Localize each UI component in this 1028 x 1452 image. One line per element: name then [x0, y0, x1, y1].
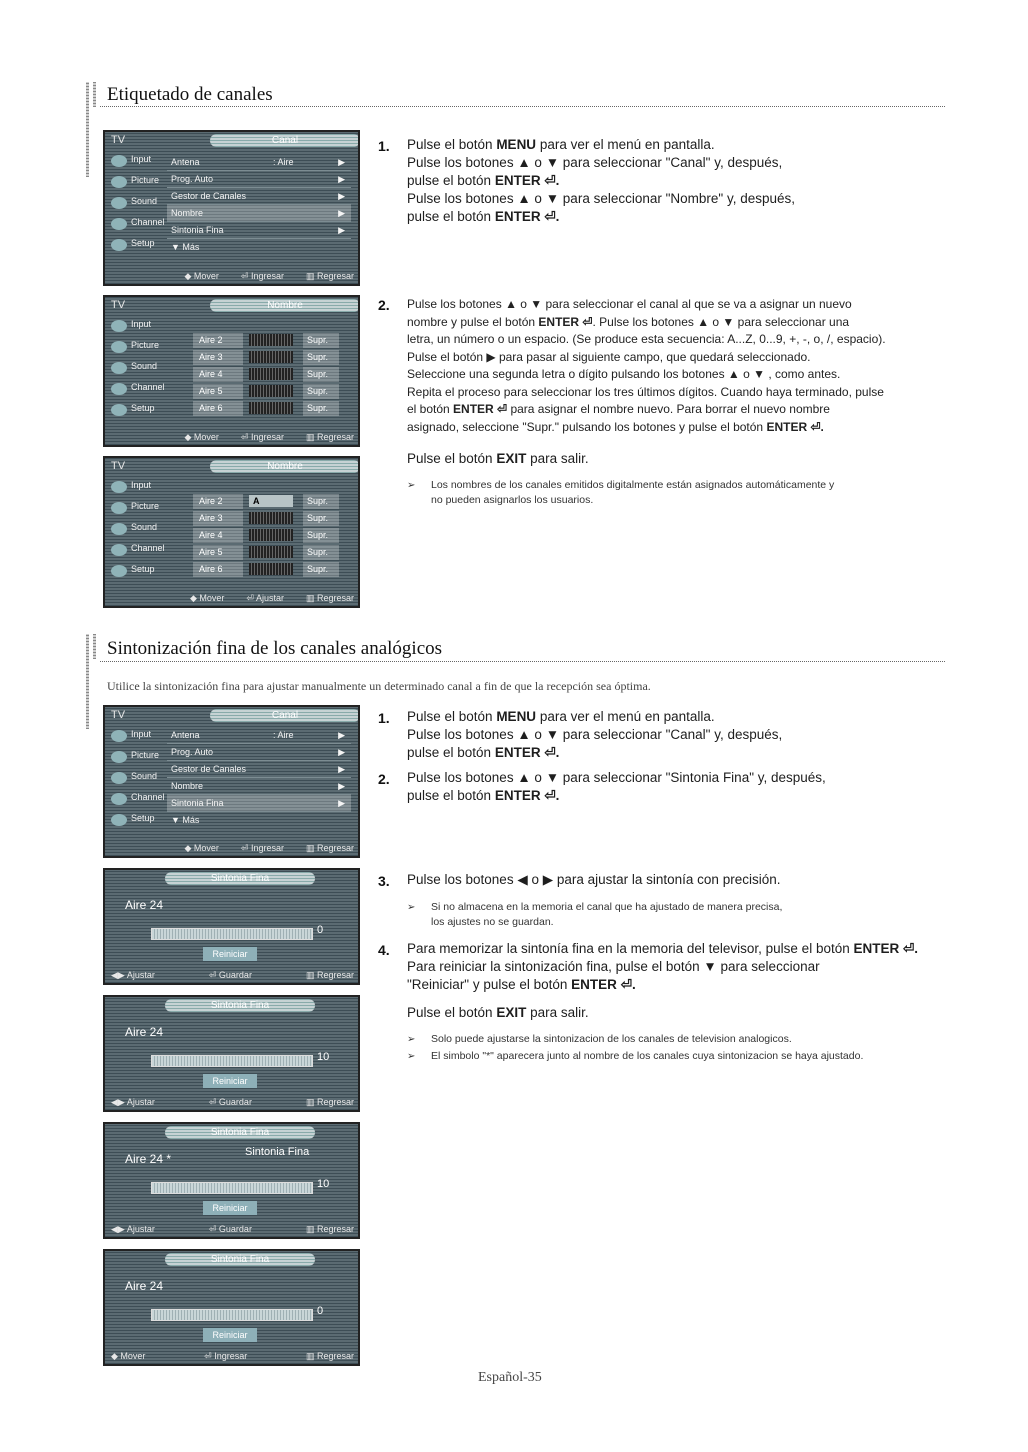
- step-3-text: Pulse los botones ◀ o ▶ para ajustar la sintonía con precisión.: [407, 872, 781, 887]
- fine-tuned-tag: Sintonia Fina: [245, 1146, 310, 1158]
- tv-screen-nombre-edit: [103, 456, 360, 608]
- side-item-input: Input: [109, 478, 159, 499]
- menu-item-selected: Nombre ▶: [167, 205, 351, 222]
- side-menu: [109, 727, 165, 832]
- tuning-bar: [151, 928, 313, 940]
- step-number: 3.: [378, 873, 390, 889]
- side-item-input: Input: [109, 152, 159, 173]
- step-1-text: Pulse el botón MENU para ver el menú en pantalla. Pulse los botones ▲ o ▼ para seleccionar "Canal" y, después, pulse el botón ENTER ⏎. Pulse los botones ▲ o ▼ para seleccionar "Nombre" y, después, pulse el botón ENTER ⏎.: [407, 137, 795, 224]
- tuning-bar: [151, 1182, 313, 1194]
- step-number: 1.: [378, 710, 390, 726]
- menu-item: Sintonia Fina ▶: [167, 222, 351, 239]
- menu-title: Canal: [210, 134, 360, 147]
- osd-footer: ◆ Mover ⏎ Ingresar ▥ Regresar: [184, 271, 354, 281]
- note: ➢ El simbolo "*" aparecera junto al nombre de los canales cuya sintonizacion se haya ajustado.: [407, 1050, 864, 1062]
- side-item-sound: Sound: [109, 194, 159, 215]
- side-menu: [109, 152, 165, 257]
- divider: [100, 661, 945, 662]
- section-marker: [93, 634, 96, 659]
- step-number: 2.: [378, 771, 390, 787]
- canal-menu-list: [167, 154, 351, 255]
- menu-item: ▼ Más: [171, 242, 200, 252]
- name-row: Aire 5 Supr.: [193, 545, 360, 560]
- section-marker: [86, 634, 89, 729]
- channel-label: Aire 24 *: [125, 1152, 172, 1166]
- step-number: 4.: [378, 942, 390, 958]
- menu-item: Prog. Auto ▶: [167, 744, 351, 761]
- menu-title: Sintonia Fina: [165, 1126, 315, 1139]
- tv-screen-sintonia-fina: [103, 1249, 360, 1366]
- tv-label: TV: [111, 299, 126, 311]
- tv-label: TV: [111, 134, 126, 146]
- side-item-sound: Sound: [109, 359, 159, 380]
- section-intro: Utilice la sintonización fina para ajustar manualmente un determinado canal a fin de que la recepción sea óptima.: [107, 679, 651, 693]
- osd-footer: ◆ Mover ⏎ Ajustar ▥ Regresar: [189, 593, 354, 603]
- tv-screen-canal-menu: [103, 130, 360, 286]
- menu-title: Nombre: [210, 460, 360, 473]
- tuning-value: 10: [317, 1178, 330, 1190]
- name-row: Aire 4 Supr.: [193, 528, 360, 543]
- channel-label: Aire 24: [125, 1025, 164, 1039]
- step-number: 1.: [378, 138, 390, 154]
- divider: [100, 106, 945, 107]
- page-number: Español-35: [478, 1370, 542, 1385]
- tuning-value: 0: [317, 924, 324, 936]
- name-row: Aire 4 Supr.: [193, 367, 360, 382]
- canal-menu-list: [167, 727, 351, 828]
- osd-footer: ◆ Mover ⏎ Ingresar ▥ Regresar: [184, 432, 354, 442]
- tuning-bar: [151, 1309, 313, 1321]
- step-number: 2.: [378, 297, 390, 313]
- channel-label: Aire 24: [125, 1279, 164, 1293]
- note-arrow-icon: ➢: [407, 902, 416, 913]
- name-row: Aire 5 Supr.: [193, 384, 360, 399]
- menu-item: Antena : Aire ▶: [167, 154, 351, 171]
- side-item-setup: Setup: [109, 811, 159, 832]
- name-row: Aire 2 Supr.: [193, 333, 360, 348]
- menu-item: ▼ Más: [171, 815, 200, 825]
- side-item-channel: Channel: [109, 790, 159, 811]
- menu-title: Sintonia Fina: [165, 872, 315, 885]
- section-title: Sintonización fina de los canales analógicos: [107, 638, 443, 659]
- tv-screen-nombre: [103, 295, 360, 447]
- note-arrow-icon: ➢: [407, 1051, 416, 1062]
- side-item-picture: Picture: [109, 338, 159, 359]
- side-item-input: Input: [109, 727, 159, 748]
- osd-footer: ◆ Mover ⏎ Ingresar ▥ Regresar: [184, 843, 354, 853]
- note-arrow-icon: ➢: [407, 1034, 416, 1045]
- note-arrow-icon: ➢: [407, 480, 416, 491]
- name-row: Aire 3 Supr.: [193, 511, 360, 526]
- side-item-setup: Setup: [109, 562, 159, 583]
- menu-title: Canal: [210, 709, 360, 722]
- step-2-text: Pulse los botones ▲ o ▼ para seleccionar el canal al que se va a asignar un nuevo nombre y pulse el botón ENTER ⏎. Pulse los botones ▲ o ▼ para seleccionar una letra, un número o un espacio. (Se produce esta secuencia: A...Z, 0...9, +, -, o, /, espacio). Pulse el botón ▶ para pasar al siguiente campo, que quedará seleccionado. Seleccione una segunda letra o dígito pulsando los botones ▲ o ▼ , como antes. Repita el proceso para seleccionar los tres últimos dígitos. Cuando haya terminado, pulse el botón ENTER ⏎ para asignar el nombre nuevo. Para borrar el nuevo nombre asignado, seleccione "Supr." pulsando los botones y pulse el botón ENTER ⏎.: [407, 297, 886, 434]
- name-row: Aire 6 Supr.: [193, 401, 360, 416]
- tv-label: TV: [111, 709, 126, 721]
- tv-screen-canal-menu: [103, 705, 360, 858]
- side-item-setup: Setup: [109, 401, 159, 422]
- note: ➢ Solo puede ajustarse la sintonizacion de los canales de television analogicos.: [407, 1033, 792, 1045]
- side-menu: [109, 317, 165, 422]
- menu-title: Nombre: [210, 299, 360, 312]
- menu-title: Sintonia Fina: [165, 1253, 315, 1266]
- channel-label: Aire 24: [125, 898, 164, 912]
- menu-item: Antena : Aire ▶: [167, 727, 351, 744]
- reset-button: Reiniciar: [203, 1201, 257, 1215]
- section-title: Etiquetado de canales: [107, 84, 273, 105]
- tuning-value: 10: [317, 1051, 330, 1063]
- menu-item: Prog. Auto ▶: [167, 171, 351, 188]
- side-item-channel: Channel: [109, 541, 159, 562]
- tv-screen-sintonia-fina: [103, 868, 360, 985]
- exit-instruction: Pulse el botón EXIT para salir.: [407, 1005, 589, 1020]
- name-row-editing: Aire 2 A Supr.: [193, 494, 360, 509]
- exit-instruction: Pulse el botón EXIT para salir.: [407, 451, 589, 466]
- reset-button: Reiniciar: [203, 1074, 257, 1088]
- step-1-text: Pulse el botón MENU para ver el menú en pantalla. Pulse los botones ▲ o ▼ para seleccionar "Canal" y, después, pulse el botón ENTER ⏎.: [407, 709, 783, 760]
- note: ➢ Si no almacena en la memoria el canal que ha ajustado de manera precisa, los ajustes no se guardan.: [407, 901, 783, 928]
- osd-footer: ◆ Mover ⏎ Ingresar ▥ Regresar: [111, 1351, 354, 1361]
- side-item-picture: Picture: [109, 173, 159, 194]
- tv-label: TV: [111, 460, 126, 472]
- tuning-bar: [151, 1055, 313, 1067]
- side-item-picture: Picture: [109, 499, 159, 520]
- menu-item: Nombre ▶: [167, 778, 351, 795]
- section-marker: [93, 82, 96, 107]
- side-item-channel: Channel: [109, 215, 159, 236]
- side-item-sound: Sound: [109, 769, 159, 790]
- tv-screen-sintonia-fina: [103, 1122, 360, 1239]
- osd-footer: ◀▶ Ajustar ⏎ Guardar ▥ Regresar: [111, 1224, 354, 1234]
- menu-item-selected: Sintonia Fina ▶: [167, 795, 351, 812]
- step-2-text: Pulse los botones ▲ o ▼ para seleccionar "Sintonia Fina" y, después, pulse el botón ENTER ⏎.: [407, 770, 826, 803]
- tv-screen-sintonia-fina: [103, 995, 360, 1112]
- reset-button: Reiniciar: [203, 1328, 257, 1342]
- name-row: Aire 3 Supr.: [193, 350, 360, 365]
- side-item-channel: Channel: [109, 380, 159, 401]
- side-item-picture: Picture: [109, 748, 159, 769]
- menu-item: Gestor de Canales ▶: [167, 188, 351, 205]
- name-row: Aire 6 Supr.: [193, 562, 360, 577]
- note: ➢ Los nombres de los canales emitidos digitalmente están asignados automáticamente y no pueden asignarlos los usuarios.: [407, 479, 835, 506]
- side-menu: [109, 478, 165, 583]
- side-item-sound: Sound: [109, 520, 159, 541]
- step-4-text: Para memorizar la sintonía fina en la memoria del televisor, pulse el botón ENTER ⏎. Para reiniciar la sintonización fina, pulse el botón ▼ para seleccionar "Reiniciar" y pulse el botón ENTER ⏎.: [407, 941, 919, 992]
- menu-item: Gestor de Canales ▶: [167, 761, 351, 778]
- tuning-value: 0: [317, 1305, 324, 1317]
- osd-footer: ◀▶ Ajustar ⏎ Guardar ▥ Regresar: [111, 970, 354, 980]
- section-marker: [86, 82, 89, 177]
- osd-footer: ◀▶ Ajustar ⏎ Guardar ▥ Regresar: [111, 1097, 354, 1107]
- menu-title: Sintonia Fina: [165, 999, 315, 1012]
- reset-button: Reiniciar: [203, 947, 257, 961]
- side-item-setup: Setup: [109, 236, 159, 257]
- side-item-input: Input: [109, 317, 159, 338]
